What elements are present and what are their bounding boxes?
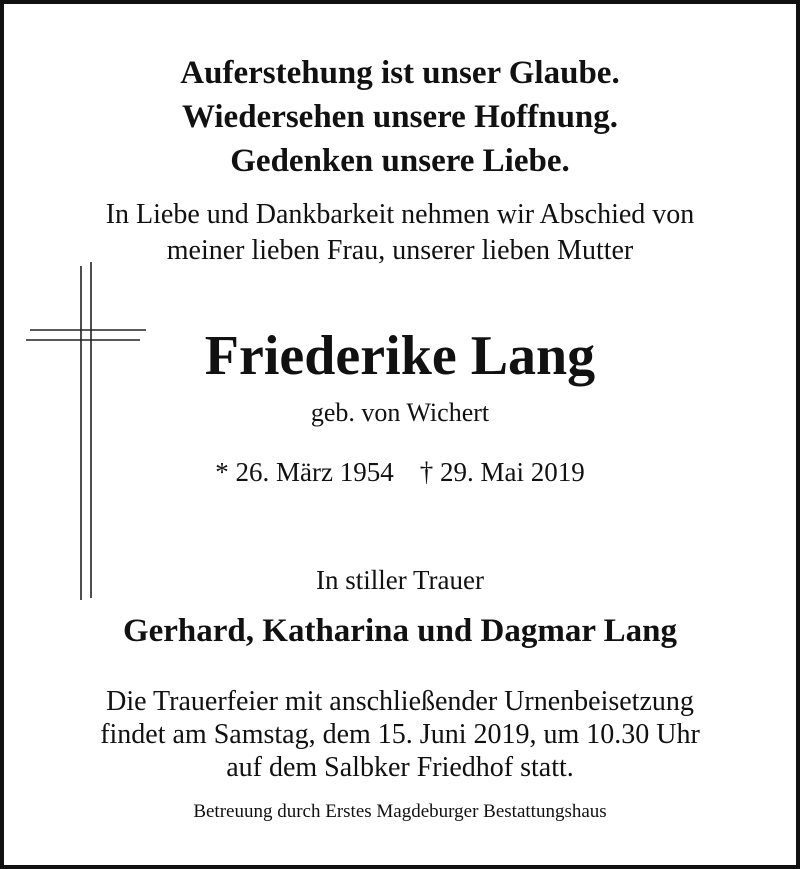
family-names: Gerhard, Katharina und Dagmar Lang xyxy=(122,613,678,649)
intro-line-2: meiner lieben Frau, unserer lieben Mutter xyxy=(166,235,634,266)
life-dates xyxy=(4,455,796,489)
ceremony-line-3: auf dem Salbker Friedhof statt. xyxy=(226,752,574,783)
motto-line-2: Wiedersehen unsere Hoffnung. xyxy=(181,99,619,135)
funeral-home-credit: Betreuung durch Erstes Magdeburger Bestattungshaus xyxy=(193,801,607,822)
birth-date: * 26. März 1954 xyxy=(215,457,394,487)
motto-line-1: Auferstehung ist unser Glaube. xyxy=(180,55,620,91)
mourning-label: In stiller Trauer xyxy=(316,565,484,595)
ceremony-line-1: Die Trauerfeier mit anschließender Urnenbeisetzung xyxy=(106,686,694,717)
maiden-name: geb. von Wichert xyxy=(310,398,490,427)
motto-line-3: Gedenken unsere Liebe. xyxy=(230,143,570,179)
deceased-name: Friederike Lang xyxy=(204,325,596,387)
intro-line-1: In Liebe und Dankbarkeit nehmen wir Abschied von xyxy=(105,199,695,230)
cross-icon xyxy=(26,262,146,602)
ceremony-line-2: findet am Samstag, dem 15. Juni 2019, um 10.30 Uhr xyxy=(100,719,700,750)
death-date: † 29. Mai 2019 xyxy=(419,457,585,487)
